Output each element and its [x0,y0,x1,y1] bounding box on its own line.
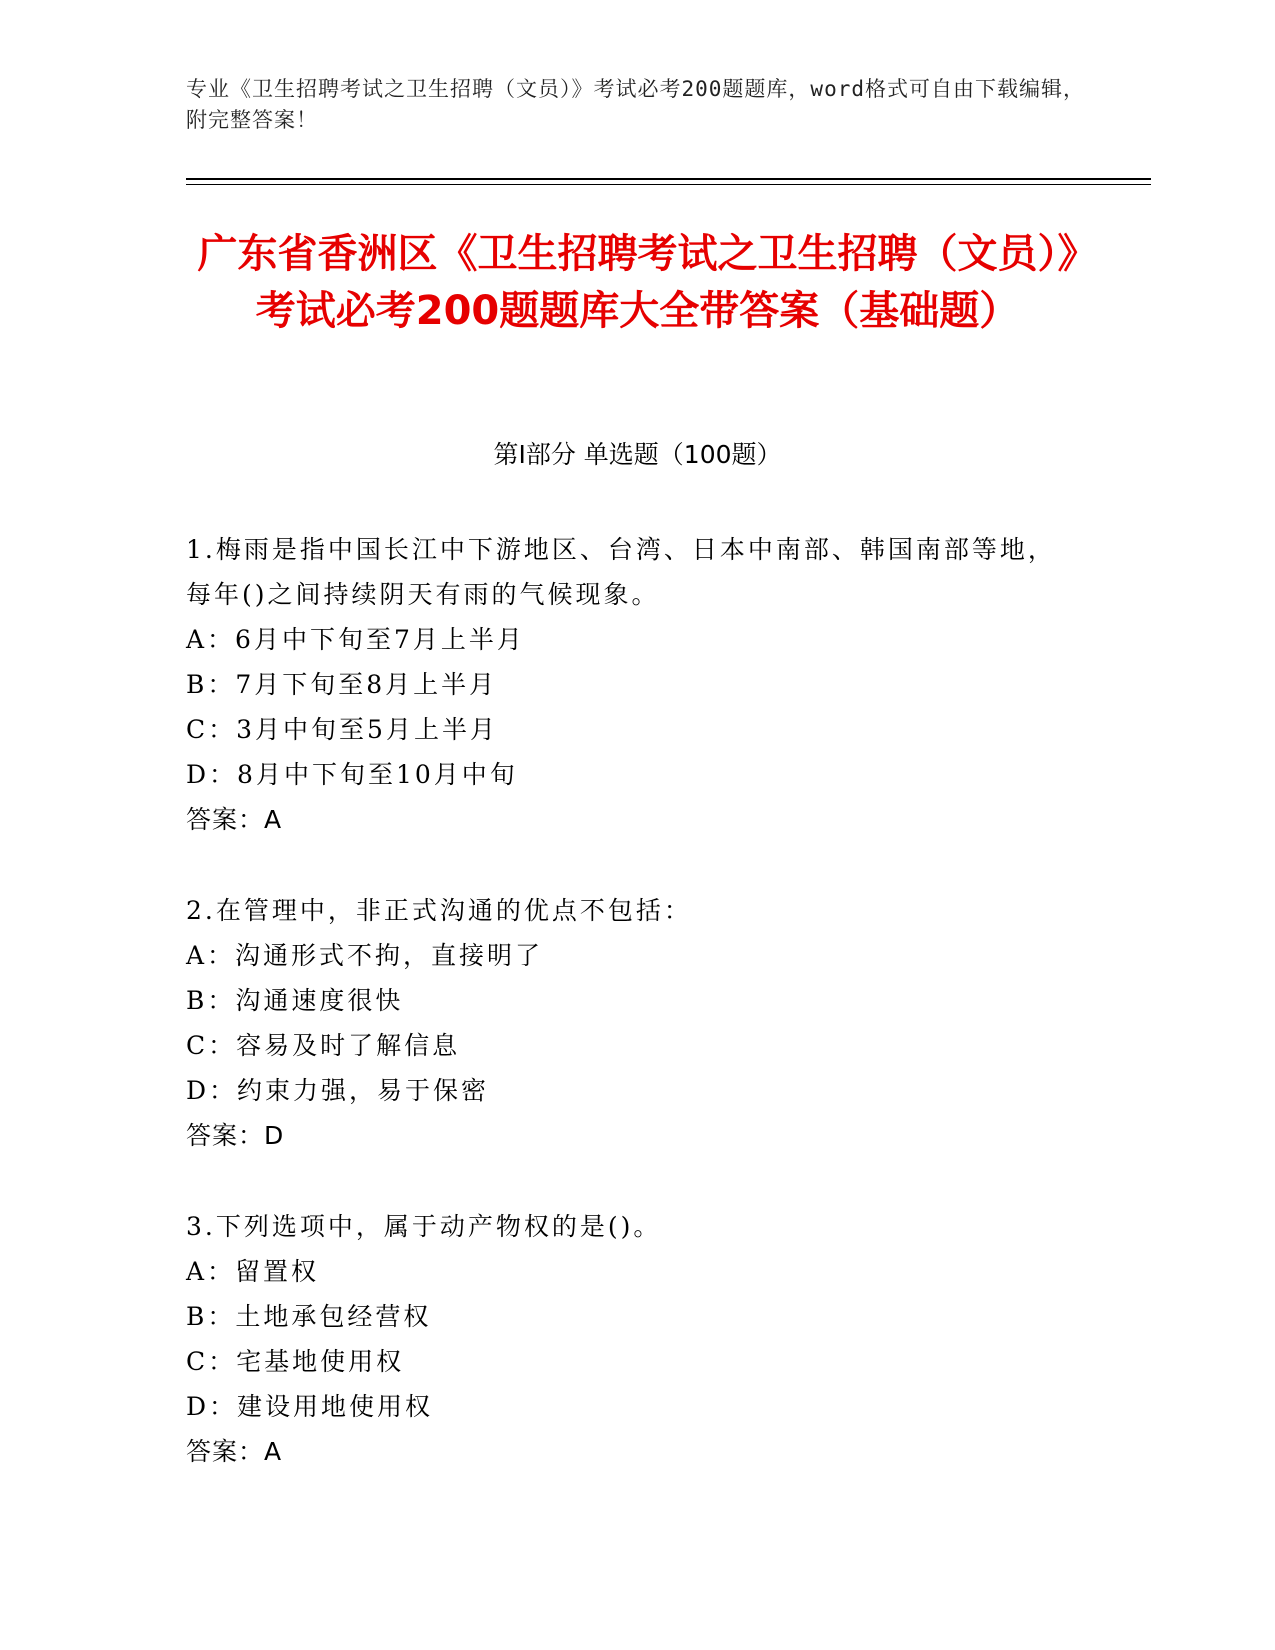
question-2 [186,888,1066,1158]
option-d: D：约束力强，易于保密 [186,1076,490,1105]
option-c: C：3月中旬至5月上半月 [186,715,498,744]
question-list [186,527,1066,1520]
option-a: A：6月中下旬至7月上半月 [186,625,525,654]
option-a: A：留置权 [186,1257,320,1286]
answer: 答案：A [186,1437,283,1466]
option-a: A：沟通形式不拘，直接明了 [186,941,544,970]
option-c: C：容易及时了解信息 [186,1031,461,1060]
section-title: 第I部分 单选题（100题） [493,440,782,469]
option-b: B：7月下旬至8月上半月 [186,670,498,699]
header-divider-thick [186,178,1151,180]
option-d: D：建设用地使用权 [186,1392,434,1421]
header-divider-thin [186,184,1151,185]
option-b: B：土地承包经营权 [186,1302,432,1331]
answer: 答案：A [186,805,283,834]
option-c: C：宅基地使用权 [186,1347,405,1376]
question-stem: 2.在管理中，非正式沟通的优点不包括： [186,896,692,925]
question-1 [186,527,1066,842]
question-3 [186,1204,1066,1474]
option-b: B：沟通速度很快 [186,986,404,1015]
option-d: D：8月中下旬至10月中旬 [186,760,518,789]
answer: 答案：D [186,1121,285,1150]
header-note: 专业《卫生招聘考试之卫生招聘（文员）》考试必考200题题库，word格式可自由下载编辑，附完整答案！ [186,77,1085,132]
question-stem: 3.下列选项中，属于动产物权的是()。 [186,1212,662,1241]
document-title: 广东省香洲区《卫生招聘考试之卫生招聘（文员）》考试必考200题题库大全带答案（基础题） [197,231,1078,334]
question-stem: 1.梅雨是指中国长江中下游地区、台湾、日本中南部、韩国南部等地，每年()之间持续阴天有雨的气候现象。 [186,535,1056,609]
